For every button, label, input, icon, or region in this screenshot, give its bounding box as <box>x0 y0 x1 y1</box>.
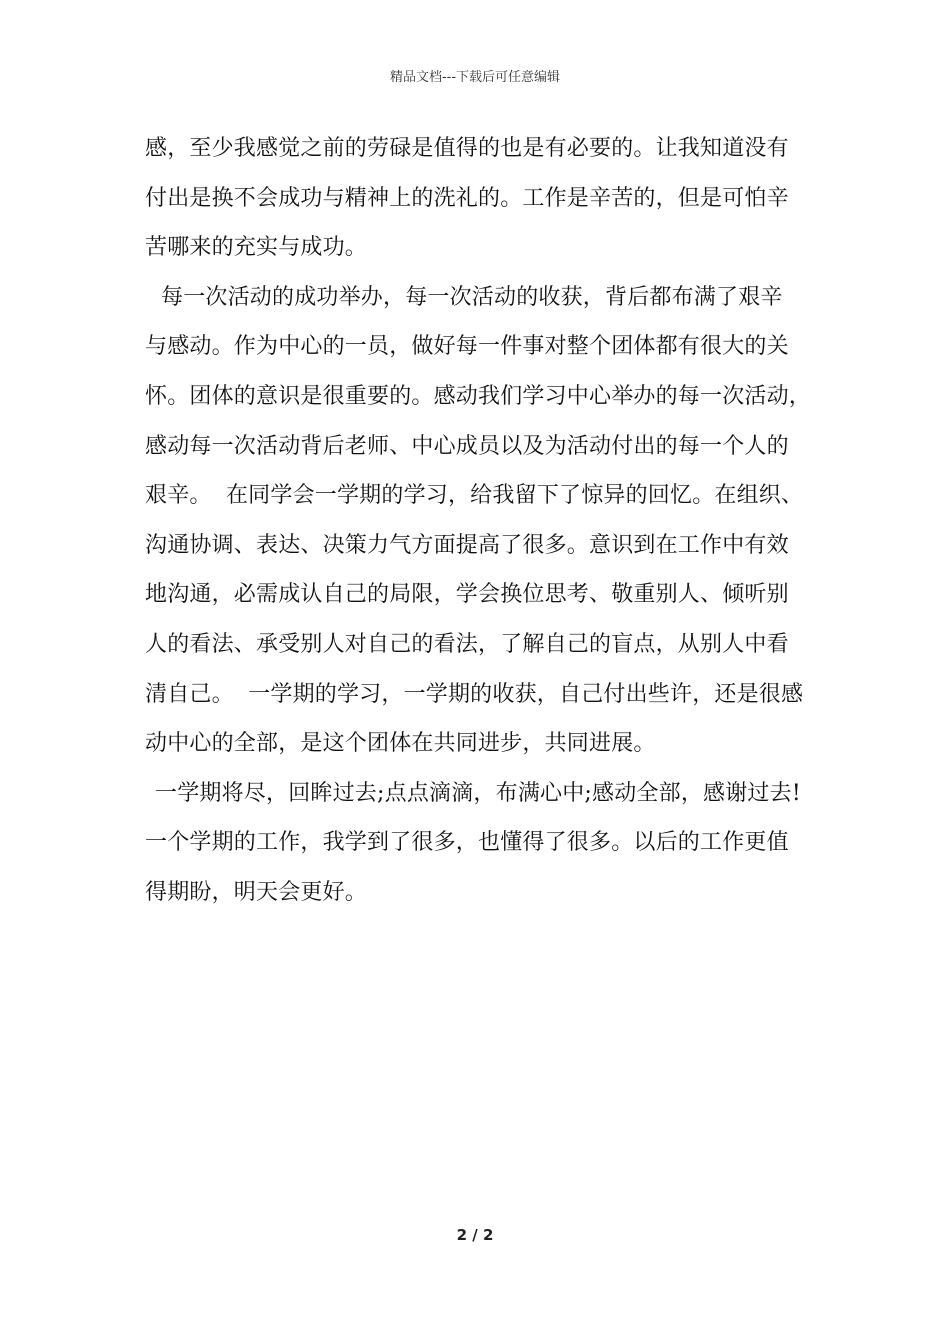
body-line-1: 感，至少我感觉之前的劳碌是值得的也是有必要的。让我知道没有 <box>145 136 789 161</box>
document-body <box>145 124 825 918</box>
body-line-5: 与感动。作为中心的一员，做好每一件事对整个团体都有很大的关 <box>145 334 789 360</box>
body-line-6: 怀。团体的意识是很重要的。感动我们学习中心举办的每一次活动， <box>145 383 812 409</box>
body-line-13: 动中心的全部，是这个团体在共同进步，共同进展。 <box>145 731 656 757</box>
body-line-15: 一个学期的工作，我学到了很多，也懂得了很多。以后的工作更值 <box>145 830 789 856</box>
body-line-7: 感动每一次活动背后老师、中心成员以及为活动付出的每一个人的 <box>145 433 789 459</box>
body-line-9: 沟通协调、表达、决策力气方面提高了很多。意识到在工作中有效 <box>145 532 789 558</box>
body-line-10: 地沟通，必需成认自己的局限，学会换位思考、敬重别人、倾听别 <box>145 582 789 608</box>
page-number: 2 / 2 <box>456 1226 494 1244</box>
body-line-14: 一学期将尽，回眸过去;点点滴滴，布满心中;感动全部，感谢过去! <box>155 780 801 806</box>
body-line-2: 付出是换不会成功与精神上的洗礼的。工作是辛苦的，但是可怕辛 <box>145 185 789 211</box>
body-line-3: 苦哪来的充实与成功。 <box>145 235 368 261</box>
body-line-11: 人的看法、承受别人对自己的看法，了解自己的盲点，从别人中看 <box>145 631 789 657</box>
body-line-16: 得期盼，明天会更好。 <box>145 879 368 905</box>
body-line-8: 艰辛。 在同学会一学期的学习，给我留下了惊异的回忆。在组织、 <box>145 483 804 509</box>
body-line-12: 清自己。 一学期的学习，一学期的收获，自己付出些许，还是很感 <box>145 681 804 707</box>
page-header: 精品文档---下载后可任意编辑 <box>389 70 561 85</box>
body-line-4: 每一次活动的成功举办，每一次活动的收获，背后都布满了艰辛 <box>161 284 783 310</box>
